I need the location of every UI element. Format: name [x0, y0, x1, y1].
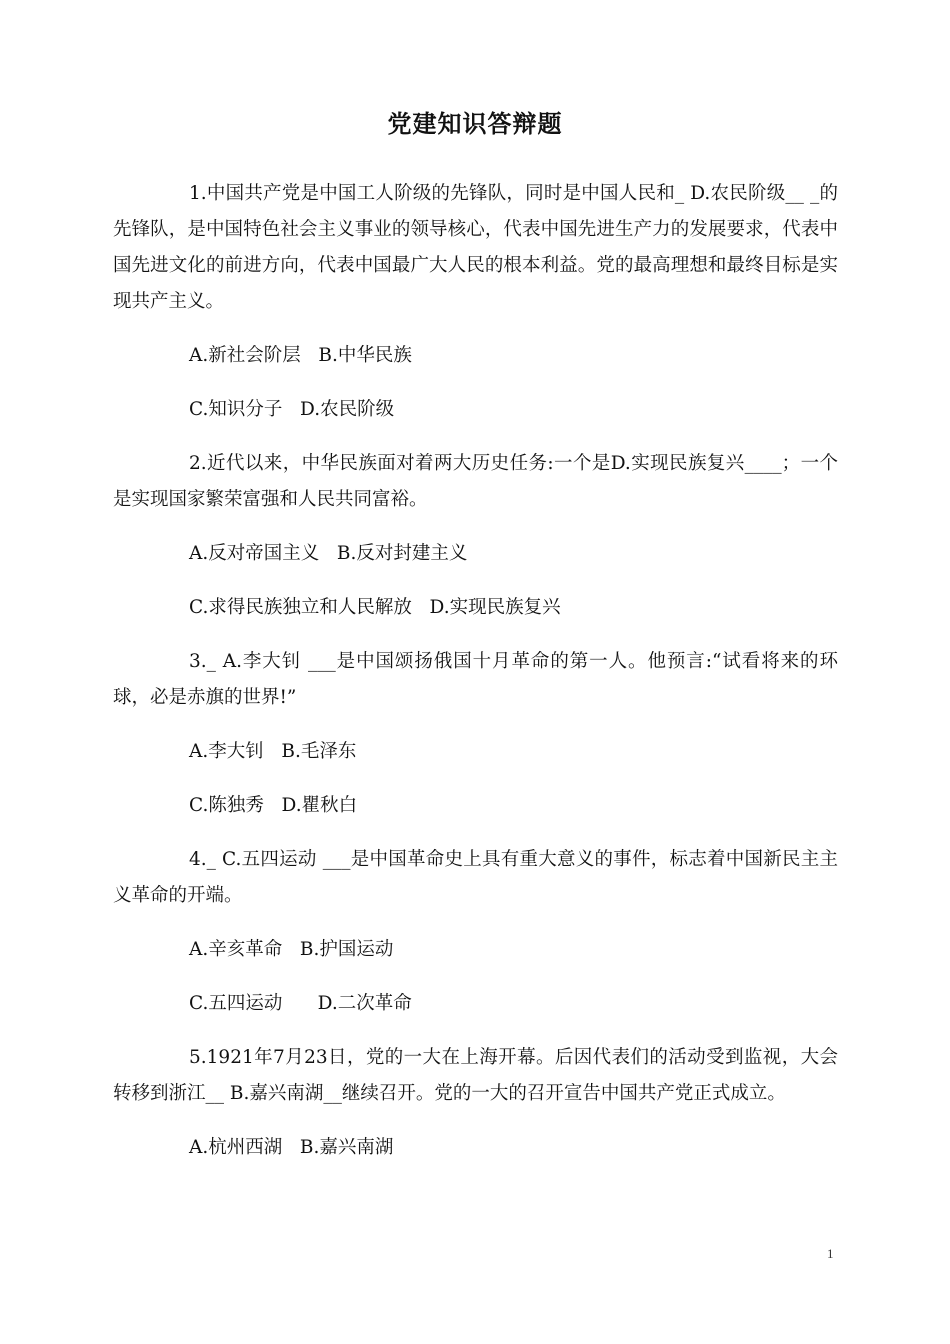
question-1-options-row-2: C.知识分子 D.农民阶级	[189, 399, 395, 420]
question-1-options-row-1: A.新社会阶层 B.中华民族	[189, 345, 412, 366]
question-3-options-row-2: C.陈独秀 D.瞿秋白	[189, 795, 358, 816]
question-list	[113, 176, 838, 1184]
question-1-text: 1.中国共产党是中国工人阶级的先锋队，同时是中国人民和_ D.农民阶级__ _的先锋队，是中国特色社会主义事业的领导核心，代表中国先进生产力的发展要求，代表中国先进文化的前进方向，代表中国最广大人民的根本利益。党的最高理想和最终目标是实现共产主义。	[113, 183, 838, 312]
page-number: 1	[827, 1246, 834, 1261]
question-4-options-row-2: C.五四运动 D.二次革命	[189, 993, 412, 1014]
question-2-text: 2.近代以来，中华民族面对着两大历史任务:一个是D.实现民族复兴____；一个是实现国家繁荣富强和人民共同富裕。	[113, 453, 838, 510]
question-2-options-row-2: C.求得民族独立和人民解放 D.实现民族复兴	[189, 597, 561, 618]
question-2-options-row-1: A.反对帝国主义 B.反对封建主义	[189, 543, 468, 564]
question-4-text: 4._ C.五四运动 ___是中国革命史上具有重大意义的事件，标志着中国新民主主义革命的开端。	[113, 849, 838, 906]
question-4-options-row-1: A.辛亥革命 B.护国运动	[189, 939, 394, 960]
question-5-options-row-1: A.杭州西湖 B.嘉兴南湖	[189, 1137, 394, 1158]
question-3-text: 3._ A.李大钊 ___是中国颂扬俄国十月革命的第一人。他预言:“试看将来的环球，必是赤旗的世界!”	[113, 651, 838, 708]
page-title: 党建知识答辩题	[387, 109, 563, 138]
question-5-text: 5.1921年7月23日，党的一大在上海开幕。后因代表们的活动受到监视，大会转移到浙江__ B.嘉兴南湖__继续召开。党的一大的召开宣告中国共产党正式成立。	[113, 1047, 838, 1104]
question-3-options-row-1: A.李大钊 B.毛泽东	[189, 741, 357, 762]
